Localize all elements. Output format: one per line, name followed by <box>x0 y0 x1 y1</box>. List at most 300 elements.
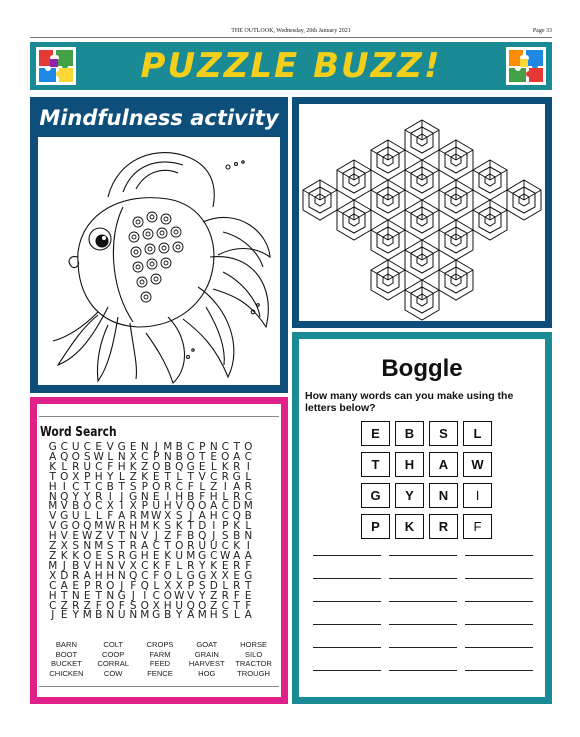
word-search-letter[interactable]: Z <box>164 530 172 543</box>
word-search-letter[interactable]: B <box>175 441 183 453</box>
word-search-letter[interactable]: V <box>118 559 126 572</box>
word-search-letter[interactable]: G <box>152 609 161 622</box>
word-search-letter[interactable]: T <box>118 480 125 493</box>
word-search-letter[interactable]: T <box>187 520 194 533</box>
word-search-letter[interactable]: Z <box>129 470 137 483</box>
word-search-letter[interactable]: M <box>163 441 173 453</box>
word-search-letter[interactable]: P <box>141 480 148 493</box>
word-search-letter[interactable]: O <box>163 569 172 582</box>
word-search-letter[interactable]: O <box>175 540 184 553</box>
word-search-letter[interactable]: T <box>164 540 171 553</box>
word-search-letter[interactable]: J <box>62 559 66 572</box>
word-search-letter[interactable]: H <box>209 510 218 523</box>
word-search-letter[interactable]: F <box>130 579 137 592</box>
word-search-letter[interactable]: Y <box>199 589 206 602</box>
word-search-letter[interactable]: E <box>95 441 103 453</box>
word-search-letter[interactable]: V <box>187 589 195 602</box>
word-search-letter[interactable]: O <box>198 599 207 612</box>
word-search-letter[interactable]: T <box>233 441 240 453</box>
word-search-letter[interactable]: D <box>232 500 241 513</box>
word-search-letter[interactable]: T <box>199 450 206 463</box>
word-search-letter[interactable]: E <box>60 609 68 622</box>
word-search-letter[interactable]: N <box>244 530 253 543</box>
word-search-letter[interactable]: W <box>174 589 185 602</box>
word-search-letter[interactable]: A <box>141 540 149 553</box>
answer-line[interactable] <box>389 555 457 556</box>
word-search-letter[interactable]: V <box>60 530 68 543</box>
word-search-letter[interactable]: F <box>245 599 252 612</box>
word-search-letter[interactable]: O <box>60 470 69 483</box>
word-search-letter[interactable]: O <box>71 450 80 463</box>
word-search-letter[interactable]: N <box>163 450 172 463</box>
word-search-letter[interactable]: R <box>72 599 80 612</box>
word-search-letter[interactable]: E <box>72 579 80 592</box>
word-search-letter[interactable]: N <box>106 559 115 572</box>
word-search-letter[interactable]: Z <box>210 480 218 493</box>
answer-line[interactable] <box>389 647 457 648</box>
word-search-letter[interactable]: A <box>210 500 218 513</box>
word-search-letter[interactable]: R <box>187 540 195 553</box>
word-search-letter[interactable]: H <box>163 599 172 612</box>
word-search-letter[interactable]: C <box>187 441 195 453</box>
word-search-letter[interactable]: N <box>106 589 115 602</box>
word-search-letter[interactable]: L <box>107 450 114 463</box>
word-search-letter[interactable]: I <box>143 589 147 602</box>
word-search-letter[interactable]: X <box>60 540 68 553</box>
word-search-letter[interactable]: O <box>152 480 161 493</box>
word-search-letter[interactable]: M <box>186 549 196 562</box>
word-search-letter[interactable]: H <box>175 490 184 503</box>
word-search-letter[interactable]: X <box>210 569 218 582</box>
word-search-letter[interactable]: W <box>93 450 104 463</box>
word-search-letter[interactable]: V <box>83 559 91 572</box>
word-search-letter[interactable]: B <box>72 559 80 572</box>
word-search-letter[interactable]: C <box>49 579 57 592</box>
word-search-letter[interactable]: L <box>245 470 252 483</box>
word-search-letter[interactable]: A <box>49 450 57 463</box>
answer-line[interactable] <box>465 670 533 671</box>
word-search-letter[interactable]: L <box>61 460 68 473</box>
word-search-letter[interactable]: P <box>84 470 91 483</box>
word-search-letter[interactable]: A <box>83 569 91 582</box>
word-search-letter[interactable]: Q <box>198 530 207 543</box>
word-search-letter[interactable]: X <box>106 500 114 513</box>
word-search-letter[interactable]: E <box>233 569 241 582</box>
word-search-letter[interactable]: T <box>187 470 194 483</box>
word-search-letter[interactable]: C <box>72 480 80 493</box>
word-search-letter[interactable]: L <box>199 480 206 493</box>
word-search-letter[interactable]: K <box>210 559 218 572</box>
word-search-letter[interactable]: K <box>221 460 229 473</box>
word-search-letter[interactable]: C <box>221 441 229 453</box>
word-search-letter[interactable]: T <box>49 470 56 483</box>
word-search-letter[interactable]: J <box>120 490 124 503</box>
word-search-letter[interactable]: H <box>94 470 103 483</box>
word-search-letter[interactable]: F <box>95 599 102 612</box>
word-search-letter[interactable]: X <box>129 559 137 572</box>
word-search-letter[interactable]: Q <box>232 510 241 523</box>
answer-line[interactable] <box>465 578 533 579</box>
word-search-letter[interactable]: F <box>245 559 252 572</box>
word-search-letter[interactable]: S <box>106 549 114 562</box>
word-search-letter[interactable]: D <box>60 569 69 582</box>
word-search-letter[interactable]: Z <box>141 460 149 473</box>
word-search-letter[interactable]: G <box>244 569 253 582</box>
word-search-letter[interactable]: G <box>198 569 207 582</box>
word-search-letter[interactable]: L <box>233 609 240 622</box>
word-search-letter[interactable]: L <box>176 559 183 572</box>
word-search-letter[interactable]: H <box>106 569 115 582</box>
word-search-letter[interactable]: J <box>189 510 193 523</box>
word-search-letter[interactable]: C <box>83 441 91 453</box>
answer-line[interactable] <box>313 601 381 602</box>
word-search-letter[interactable]: S <box>164 520 172 533</box>
word-search-letter[interactable]: N <box>83 540 92 553</box>
word-search-letter[interactable]: Z <box>49 540 57 553</box>
word-search-letter[interactable]: A <box>233 549 241 562</box>
word-search-letter[interactable]: J <box>154 441 158 453</box>
word-search-letter[interactable]: B <box>187 490 195 503</box>
word-search-letter[interactable]: R <box>221 589 229 602</box>
word-search-letter[interactable]: O <box>244 441 253 453</box>
word-search-letter[interactable]: T <box>164 470 171 483</box>
word-search-letter[interactable]: U <box>117 609 126 622</box>
word-search-letter[interactable]: F <box>164 559 171 572</box>
word-search-letter[interactable]: U <box>198 540 207 553</box>
word-search-letter[interactable]: M <box>94 520 104 533</box>
word-search-letter[interactable]: O <box>71 520 80 533</box>
word-search-letter[interactable]: F <box>233 589 240 602</box>
word-search-letter[interactable]: A <box>187 609 195 622</box>
answer-line[interactable] <box>389 578 457 579</box>
word-search-letter[interactable]: L <box>176 470 183 483</box>
word-search-letter[interactable]: N <box>140 441 149 453</box>
word-search-letter[interactable]: J <box>154 530 158 543</box>
word-search-letter[interactable]: Y <box>107 470 114 483</box>
word-search-letter[interactable]: C <box>244 450 252 463</box>
word-search-letter[interactable]: L <box>222 579 229 592</box>
answer-line[interactable] <box>465 647 533 648</box>
word-search-letter[interactable]: T <box>61 589 68 602</box>
word-search-letter[interactable]: G <box>117 589 126 602</box>
word-search-letter[interactable]: O <box>198 500 207 513</box>
word-search-letter[interactable]: N <box>106 609 115 622</box>
answer-line[interactable] <box>313 624 381 625</box>
word-search-letter[interactable]: C <box>141 569 149 582</box>
word-search-letter[interactable]: V <box>49 510 57 523</box>
word-search-letter[interactable]: B <box>72 500 80 513</box>
word-search-letter[interactable]: S <box>129 480 137 493</box>
word-search-letter[interactable]: J <box>51 609 55 622</box>
word-search-letter[interactable]: H <box>94 559 103 572</box>
word-search-letter[interactable]: C <box>175 480 183 493</box>
word-search-letter[interactable]: L <box>118 470 125 483</box>
word-search-letter[interactable]: E <box>152 490 160 503</box>
word-search-letter[interactable]: R <box>244 480 252 493</box>
word-search-letter[interactable]: C <box>221 540 229 553</box>
word-search-letter[interactable]: O <box>152 460 161 473</box>
answer-line[interactable] <box>313 670 381 671</box>
word-search-letter[interactable]: B <box>175 450 183 463</box>
word-search-letter[interactable]: C <box>95 460 103 473</box>
word-search-letter[interactable]: B <box>187 530 195 543</box>
word-search-letter[interactable]: K <box>72 549 80 562</box>
word-search-letter[interactable]: F <box>153 569 160 582</box>
word-search-letter[interactable]: R <box>72 569 80 582</box>
word-search-letter[interactable]: T <box>84 480 91 493</box>
word-search-letter[interactable]: C <box>95 480 103 493</box>
word-search-letter[interactable]: O <box>83 549 92 562</box>
word-search-letter[interactable]: Y <box>199 559 206 572</box>
word-search-letter[interactable]: B <box>164 460 172 473</box>
word-search-letter[interactable]: N <box>129 530 138 543</box>
word-search-letter[interactable]: G <box>186 569 195 582</box>
word-search-letter[interactable]: E <box>210 450 218 463</box>
word-search-letter[interactable]: Q <box>175 460 184 473</box>
answer-line[interactable] <box>465 601 533 602</box>
word-search-letter[interactable]: K <box>141 470 149 483</box>
word-search-letter[interactable]: N <box>117 569 126 582</box>
word-search-letter[interactable]: R <box>129 510 137 523</box>
word-search-letter[interactable]: M <box>243 500 253 513</box>
answer-line[interactable] <box>465 624 533 625</box>
word-search-letter[interactable]: B <box>233 530 241 543</box>
word-search-letter[interactable]: T <box>95 589 102 602</box>
word-search-letter[interactable]: F <box>187 480 194 493</box>
word-search-letter[interactable]: M <box>82 609 92 622</box>
word-search-letter[interactable]: T <box>233 599 240 612</box>
word-search-letter[interactable]: M <box>140 510 150 523</box>
word-search-letter[interactable]: R <box>129 540 137 553</box>
word-search-letter[interactable]: G <box>198 549 207 562</box>
word-search-letter[interactable]: E <box>72 530 80 543</box>
word-search-letter[interactable]: Z <box>83 599 91 612</box>
word-search-letter[interactable]: L <box>245 520 252 533</box>
word-search-letter[interactable]: A <box>118 510 126 523</box>
word-search-letter[interactable]: U <box>71 510 80 523</box>
word-search-letter[interactable]: C <box>95 500 103 513</box>
word-search-letter[interactable]: H <box>48 589 57 602</box>
word-search-letter[interactable]: E <box>198 460 206 473</box>
word-search-letter[interactable]: L <box>176 569 183 582</box>
word-search-letter[interactable]: U <box>209 540 218 553</box>
word-search-letter[interactable]: A <box>233 450 241 463</box>
word-search-letter[interactable]: X <box>129 500 137 513</box>
word-search-letter[interactable]: O <box>83 500 92 513</box>
word-search-letter[interactable]: U <box>83 460 92 473</box>
word-search-letter[interactable]: O <box>106 579 115 592</box>
word-search-letter[interactable]: M <box>140 609 150 622</box>
word-search-letter[interactable]: B <box>164 609 172 622</box>
word-search-letter[interactable]: M <box>48 500 58 513</box>
word-search-letter[interactable]: U <box>175 599 184 612</box>
word-search-letter[interactable]: G <box>117 441 126 453</box>
word-search-letter[interactable]: S <box>221 530 229 543</box>
word-search-letter[interactable]: D <box>198 520 207 533</box>
word-search-letter[interactable]: H <box>140 549 149 562</box>
word-search-letter[interactable]: R <box>164 480 172 493</box>
word-search-letter[interactable]: T <box>245 579 252 592</box>
answer-line[interactable] <box>313 578 381 579</box>
word-search-letter[interactable]: W <box>151 510 162 523</box>
word-search-letter[interactable]: N <box>129 609 138 622</box>
word-search-letter[interactable]: N <box>48 490 57 503</box>
word-search-letter[interactable]: X <box>152 599 160 612</box>
word-search-letter[interactable]: G <box>60 520 69 533</box>
word-search-letter[interactable]: R <box>95 579 103 592</box>
word-search-letter[interactable]: K <box>233 520 241 533</box>
word-search-letter[interactable]: F <box>107 460 114 473</box>
word-search-letter[interactable]: Z <box>95 530 103 543</box>
answer-line[interactable] <box>389 670 457 671</box>
word-search-letter[interactable]: R <box>233 460 241 473</box>
word-search-letter[interactable]: P <box>222 520 229 533</box>
word-search-letter[interactable]: E <box>83 589 91 602</box>
word-search-letter[interactable]: Q <box>186 599 195 612</box>
word-search-letter[interactable]: E <box>152 549 160 562</box>
word-search-letter[interactable]: O <box>140 599 149 612</box>
word-search-letter[interactable]: V <box>198 470 206 483</box>
word-search-letter[interactable]: F <box>176 530 183 543</box>
word-search-letter[interactable]: N <box>209 441 218 453</box>
word-search-letter[interactable]: V <box>60 500 68 513</box>
word-search-letter[interactable]: M <box>94 540 104 553</box>
word-search-letter[interactable]: X <box>72 470 80 483</box>
word-search-letter[interactable]: E <box>244 589 252 602</box>
word-search-letter[interactable]: H <box>48 480 57 493</box>
word-search-letter[interactable]: P <box>141 500 148 513</box>
word-search-letter[interactable]: M <box>140 520 150 533</box>
word-search-letter[interactable]: X <box>164 579 172 592</box>
word-search-letter[interactable]: I <box>166 490 170 503</box>
word-search-letter[interactable]: C <box>141 559 149 572</box>
word-search-letter[interactable]: V <box>106 441 114 453</box>
word-search-letter[interactable]: C <box>210 549 218 562</box>
word-search-letter[interactable]: H <box>163 500 172 513</box>
word-search-letter[interactable]: R <box>233 579 241 592</box>
word-search-letter[interactable]: V <box>141 530 149 543</box>
word-search-letter[interactable]: F <box>107 510 114 523</box>
word-search-letter[interactable]: C <box>141 450 149 463</box>
word-search-letter[interactable]: V <box>175 500 183 513</box>
answer-line[interactable] <box>313 555 381 556</box>
word-search-letter[interactable]: A <box>244 549 252 562</box>
word-search-letter[interactable]: P <box>187 579 194 592</box>
answer-line[interactable] <box>389 624 457 625</box>
word-search-letter[interactable]: F <box>118 599 125 612</box>
word-search-letter[interactable]: Q <box>83 520 92 533</box>
answer-line[interactable] <box>389 601 457 602</box>
word-search-letter[interactable]: S <box>221 609 229 622</box>
word-search-letter[interactable]: Q <box>140 579 149 592</box>
word-search-letter[interactable]: V <box>49 520 57 533</box>
word-search-letter[interactable]: V <box>106 530 114 543</box>
word-search-letter[interactable]: X <box>49 569 57 582</box>
word-search-letter[interactable]: J <box>120 579 124 592</box>
word-search-letter[interactable]: K <box>152 559 160 572</box>
word-search-letter[interactable]: Y <box>72 490 79 503</box>
word-search-letter[interactable]: T <box>118 530 125 543</box>
word-search-letter[interactable]: H <box>129 520 138 533</box>
answer-line[interactable] <box>313 647 381 648</box>
word-search-letter[interactable]: I <box>108 490 112 503</box>
word-search-letter[interactable]: Y <box>72 609 79 622</box>
word-search-letter[interactable]: X <box>221 569 229 582</box>
word-search-letter[interactable]: L <box>153 579 160 592</box>
word-search-letter[interactable]: C <box>210 470 218 483</box>
word-search-letter[interactable]: C <box>49 599 57 612</box>
word-search-letter[interactable]: B <box>244 510 252 523</box>
word-search-letter[interactable]: C <box>221 510 229 523</box>
word-search-letter[interactable]: Q <box>129 569 138 582</box>
word-search-letter[interactable]: D <box>209 579 218 592</box>
word-search-letter[interactable]: C <box>244 490 252 503</box>
word-search-letter[interactable]: B <box>95 609 103 622</box>
word-search-letter[interactable]: L <box>210 460 217 473</box>
word-search-letter[interactable]: S <box>175 510 183 523</box>
word-search-letter[interactable]: J <box>212 530 216 543</box>
word-search-letter[interactable]: J <box>131 589 135 602</box>
word-search-letter[interactable]: R <box>72 460 80 473</box>
word-search-letter[interactable]: L <box>222 490 229 503</box>
word-search-letter[interactable]: P <box>153 450 160 463</box>
word-search-letter[interactable]: Q <box>186 500 195 513</box>
word-search-letter[interactable]: K <box>129 460 137 473</box>
word-search-letter[interactable]: M <box>197 609 207 622</box>
word-search-letter[interactable]: E <box>129 441 137 453</box>
word-search-letter[interactable]: L <box>95 510 102 523</box>
word-search-letter[interactable]: S <box>83 450 91 463</box>
word-search-letter[interactable]: R <box>221 470 229 483</box>
word-search-letter[interactable]: G <box>129 490 138 503</box>
word-search-letter[interactable]: G <box>232 470 241 483</box>
word-search-letter[interactable]: Q <box>60 490 69 503</box>
word-search-letter[interactable]: Z <box>210 589 218 602</box>
word-search-letter[interactable]: C <box>152 540 160 553</box>
word-search-letter[interactable]: P <box>84 579 91 592</box>
word-search-letter[interactable]: X <box>129 450 137 463</box>
word-search-letter[interactable]: F <box>199 490 206 503</box>
word-search-letter[interactable]: I <box>62 480 66 493</box>
word-search-letter[interactable]: C <box>221 599 229 612</box>
word-search-letter[interactable]: P <box>199 441 206 453</box>
word-search-letter[interactable]: H <box>117 460 126 473</box>
word-search-letter[interactable]: G <box>48 441 57 453</box>
word-search-letter[interactable]: T <box>118 540 125 553</box>
word-search-letter[interactable]: N <box>117 450 126 463</box>
word-search-letter[interactable]: A <box>60 579 68 592</box>
word-search-letter[interactable]: I <box>223 480 227 493</box>
word-search-letter[interactable]: A <box>244 609 252 622</box>
word-search-letter[interactable]: C <box>152 589 160 602</box>
word-search-letter[interactable]: O <box>106 599 115 612</box>
word-search-letter[interactable]: B <box>106 480 114 493</box>
word-search-letter[interactable]: W <box>82 530 93 543</box>
word-search-letter[interactable]: Q <box>60 450 69 463</box>
word-search-letter[interactable]: R <box>118 520 126 533</box>
word-search-letter[interactable]: I <box>246 540 250 553</box>
word-search-letter[interactable]: I <box>120 500 124 513</box>
word-search-letter[interactable]: A <box>233 480 241 493</box>
word-search-letter[interactable]: O <box>221 450 230 463</box>
answer-line[interactable] <box>465 555 533 556</box>
word-search-letter[interactable]: X <box>164 510 172 523</box>
word-search-letter[interactable]: Z <box>49 549 57 562</box>
word-search-letter[interactable]: K <box>233 540 241 553</box>
word-search-letter[interactable]: Y <box>84 490 91 503</box>
word-search-letter[interactable]: H <box>94 569 103 582</box>
word-search-letter[interactable]: G <box>186 460 195 473</box>
